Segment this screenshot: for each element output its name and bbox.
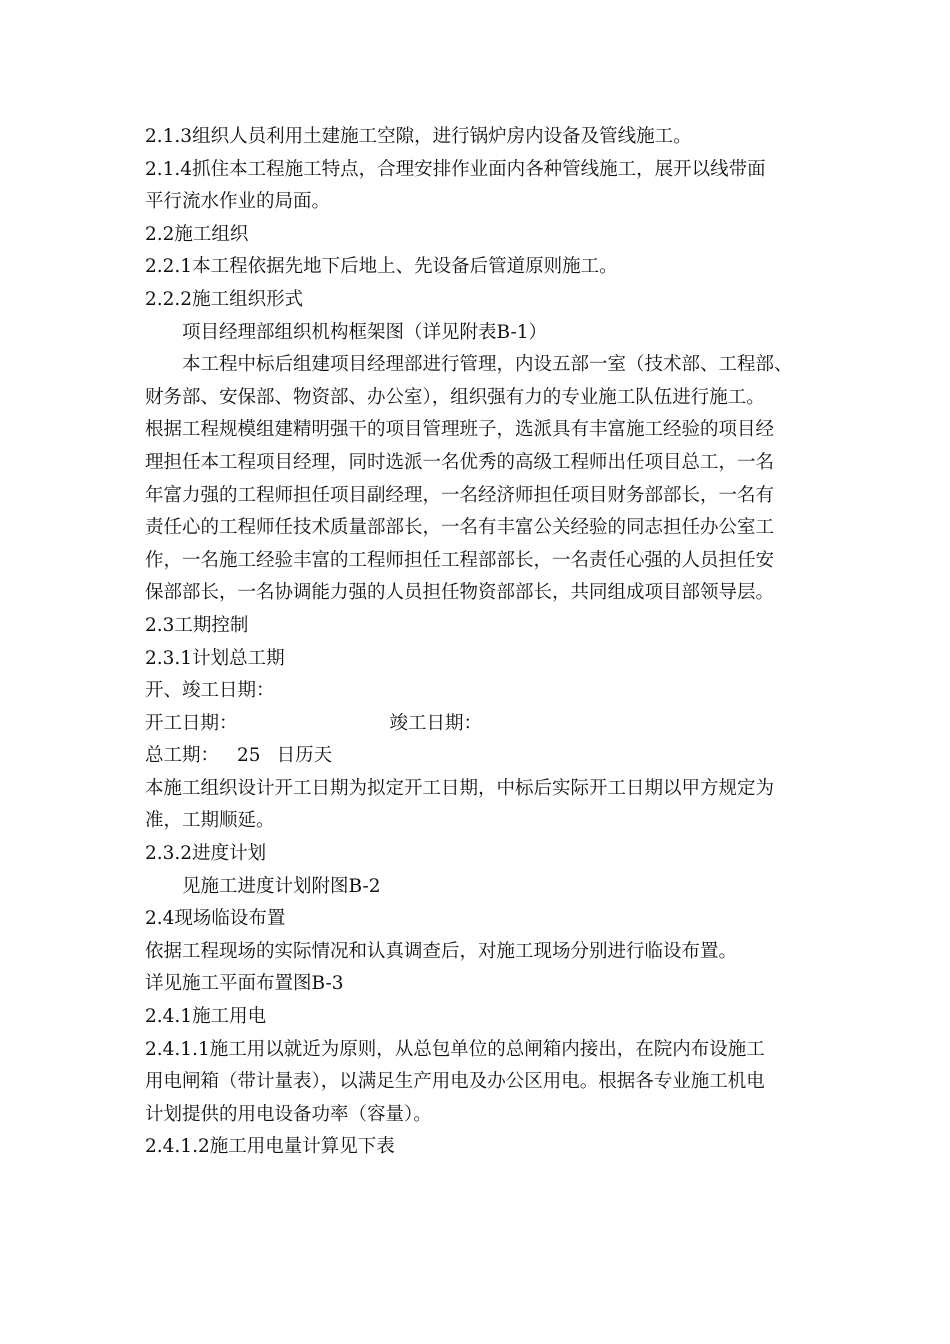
dates-heading: 开、竣工日期： — [145, 680, 275, 702]
org-chart-reference: 项目经理部组织机构框架图（详见附表B-1） — [182, 321, 547, 343]
paragraph-line: 依据工程现场的实际情况和认真调查后，对施工现场分别进行临设布置。 — [145, 940, 738, 962]
clause-2-1-4-cont: 平行流水作业的局面。 — [145, 191, 331, 213]
start-date-label: 开工日期： — [145, 712, 238, 734]
schedule-reference: 见施工进度计划附图B-2 — [182, 875, 381, 897]
paragraph-line: 计划提供的用电设备功率（容量）。 — [145, 1103, 432, 1125]
total-duration-label: 总工期： — [145, 745, 220, 767]
clause-2-4-1-1: 2.4.1.1施工用以就近为原则，从总包单位的总闸箱内接出，在院内布设施工 — [145, 1038, 765, 1060]
heading-2-3: 2.3工期控制 — [145, 614, 249, 636]
paragraph-line: 理担任本工程项目经理，同时选派一名优秀的高级工程师出任项目总工，一名 — [145, 451, 775, 473]
dates-row — [145, 708, 835, 741]
paragraph-line: 本工程中标后组建项目经理部进行管理，内设五部一室（技术部、工程部、 — [182, 354, 793, 376]
heading-2-2-2: 2.2.2施工组织形式 — [145, 288, 304, 310]
paragraph-line: 根据工程规模组建精明强干的项目管理班子，选派具有丰富施工经验的项目经 — [145, 419, 775, 441]
paragraph-line: 年富力强的工程师担任项目副经理，一名经济师担任项目财务部部长，一名有 — [145, 484, 775, 506]
document-body — [145, 121, 835, 1164]
clause-2-1-4: 2.1.4抓住本工程施工特点，合理安排作业面内各种管线施工，展开以线带面 — [145, 158, 766, 180]
clause-2-4-1-2: 2.4.1.2施工用电量计算见下表 — [145, 1136, 395, 1158]
paragraph-line: 财务部、安保部、物资部、办公室），组织强有力的专业施工队伍进行施工。 — [145, 386, 765, 408]
end-date-label: 竣工日期： — [389, 712, 483, 734]
paragraph-line: 保部部长，一名协调能力强的人员担任物资部部长，共同组成项目部领导层。 — [145, 582, 775, 604]
heading-2-3-1: 2.3.1计划总工期 — [145, 647, 285, 669]
heading-2-4-1: 2.4.1施工用电 — [145, 1006, 267, 1028]
heading-2-4: 2.4现场临设布置 — [145, 908, 286, 930]
clause-2-1-3: 2.1.3组织人员利用土建施工空隙，进行锅炉房内设备及管线施工。 — [145, 126, 692, 147]
heading-2-3-2: 2.3.2进度计划 — [145, 843, 267, 865]
total-duration-unit: 日历天 — [276, 745, 333, 767]
paragraph-line: 本施工组织设计开工日期为拟定开工日期，中标后实际开工日期以甲方规定为 — [145, 777, 775, 799]
total-duration-row — [145, 740, 835, 773]
heading-2-2: 2.2施工组织 — [145, 223, 249, 245]
paragraph-line: 准，工期顺延。 — [145, 810, 275, 832]
paragraph-line: 用电闸箱（带计量表），以满足生产用电及办公区用电。根据各专业施工机电 — [145, 1071, 765, 1093]
paragraph-line: 责任心的工程师任技术质量部部长，一名有丰富公关经验的同志担任办公室工 — [145, 517, 775, 539]
total-duration-value: 25 — [237, 745, 261, 767]
layout-reference: 详见施工平面布置图B-3 — [145, 973, 344, 995]
paragraph-line: 作，一名施工经验丰富的工程师担任工程部部长，一名责任心强的人员担任安 — [145, 549, 775, 571]
clause-2-2-1: 2.2.1本工程依据先地下后地上、先设备后管道原则施工。 — [145, 256, 618, 278]
